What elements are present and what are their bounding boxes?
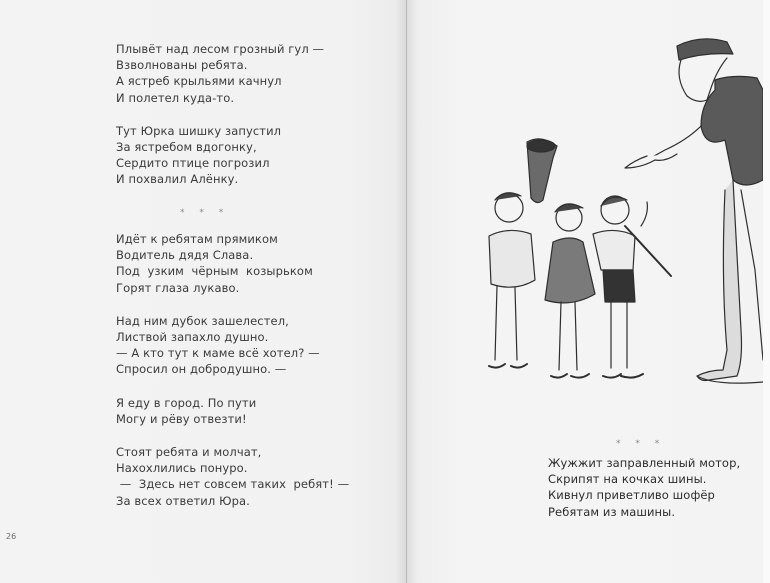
poem-line: Могу и рёву отвезти! (116, 411, 247, 426)
poem-line: Жужжит заправленный мотор, (548, 456, 741, 470)
section-separator-right: * * * (616, 439, 666, 449)
poem-line: Водитель дядя Слава. (116, 248, 254, 263)
stanza (116, 313, 349, 378)
book-gutter (406, 0, 407, 583)
illustration-driver-and-children (465, 30, 763, 400)
page-number: 26 (6, 532, 17, 541)
poem-line: Под узким чёрным козырьком (116, 264, 313, 279)
poem-line: — Здесь нет совсем таких ребят! — (116, 477, 350, 492)
poem-line: Тут Юрка шишку запустил (116, 123, 282, 138)
stanza (116, 231, 349, 296)
poem-line: А ястреб крыльями качнул (116, 74, 282, 89)
stanza (116, 123, 324, 188)
poem-line: И похвалил Алёнку. (116, 172, 239, 187)
stanza (116, 41, 324, 106)
left-poem-part2 (116, 231, 349, 526)
poem-line: За ястребом вдогонку, (116, 140, 257, 155)
poem-line: — А кто тут к маме всё хотел? — (116, 346, 320, 361)
poem-line: Плывёт над лесом грозный гул — (116, 42, 325, 56)
stanza (116, 444, 349, 509)
stanza (116, 395, 349, 427)
poem-line: За всех ответил Юра. (116, 493, 250, 508)
poem-line: И полетел куда-то. (116, 90, 235, 105)
poem-line: Нахохлились понуро. (116, 461, 248, 476)
poem-line: Ребятам из машины. (548, 504, 676, 519)
stanza (548, 455, 740, 520)
poem-line: Скрипят на кочках шины. (548, 472, 707, 487)
poem-line: Идёт к ребятам прямиком (116, 232, 278, 246)
left-poem-part1 (116, 41, 324, 205)
poem-line: Над ним дубок зашелестел, (116, 313, 289, 328)
poem-line: Стоят ребята и молчат, (116, 445, 262, 460)
poem-line: Листвой запахло душно. (116, 330, 269, 345)
right-poem (548, 455, 740, 537)
poem-line: Сердито птице погрозил (116, 156, 270, 171)
poem-line: Горят глаза лукаво. (116, 280, 240, 295)
poem-line: Взволнованы ребята. (116, 58, 248, 73)
section-separator: * * * (180, 208, 230, 218)
page-edge (763, 0, 770, 583)
poem-line: Кивнул приветливо шофёр (548, 488, 715, 503)
poem-line: Спросил он добродушно. — (116, 362, 287, 377)
poem-line: Я еду в город. По пути (116, 395, 257, 410)
